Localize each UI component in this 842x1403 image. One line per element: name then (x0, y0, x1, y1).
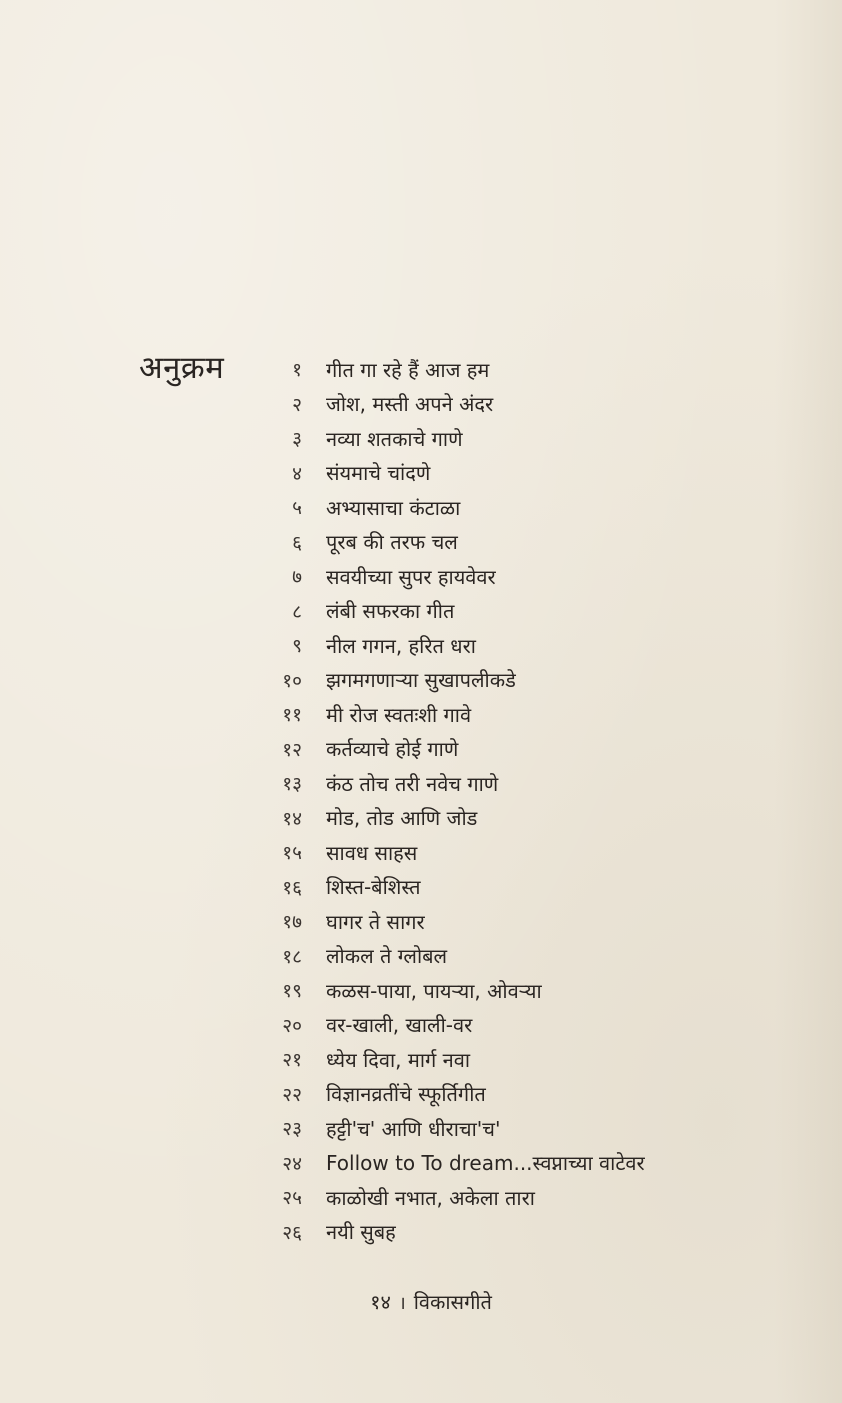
toc-entry (250, 421, 720, 456)
toc-entry-number: २४ (282, 1152, 302, 1175)
toc-entry-number: १८ (282, 945, 302, 968)
toc-entry-number: १६ (282, 876, 302, 899)
toc-entry-number: १९ (282, 980, 302, 1003)
toc-entry-number: २५ (282, 1187, 302, 1210)
toc-entry-title: सावध साहस (326, 840, 418, 865)
toc-entry-number: ७ (292, 566, 302, 589)
toc-entry (250, 628, 720, 663)
toc-entry-title: झगमगणाऱ्या सुखापलीकडे (326, 668, 516, 693)
toc-entry-title: वर-खाली, खाली-वर (326, 1013, 473, 1038)
toc-entry (250, 939, 720, 974)
toc-entry (250, 697, 720, 732)
toc-entry (250, 663, 720, 698)
toc-entry-title: नयी सुबह (326, 1220, 396, 1245)
toc-entry (250, 352, 720, 387)
toc-entry-number: २ (292, 393, 302, 416)
toc-entry-number: २६ (282, 1221, 302, 1244)
toc-entry (250, 1077, 720, 1112)
toc-entry (250, 766, 720, 801)
toc-entry-number: ३ (292, 428, 302, 451)
toc-entry-number: ५ (292, 497, 302, 520)
toc-entry-title: शिस्त-बेशिस्त (326, 875, 421, 900)
toc-entry-title: गीत गा रहे हैं आज हम (326, 357, 490, 382)
toc-entry-title: अभ्यासाचा कंटाळा (326, 495, 461, 520)
toc-entry (250, 456, 720, 491)
page-number: १४ (370, 1290, 391, 1314)
toc-entry-number: ४ (292, 462, 302, 485)
table-of-contents (250, 352, 720, 1249)
toc-entry (250, 973, 720, 1008)
page-footer (0, 1288, 842, 1315)
toc-entry (250, 594, 720, 629)
toc-entry-number: १७ (282, 911, 302, 934)
toc-entry (250, 1111, 720, 1146)
toc-entry (250, 904, 720, 939)
contents-heading: अनुक्रम (139, 350, 225, 386)
toc-entry-number: २१ (282, 1049, 302, 1072)
toc-entry-number: ८ (292, 600, 302, 623)
toc-entry-title: जोश, मस्ती अपने अंदर (326, 392, 494, 417)
toc-entry-title: नील गगन, हरित धरा (326, 633, 476, 658)
toc-entry-title: कर्तव्याचे होई गाणे (326, 737, 459, 762)
toc-entry-title: लोकल ते ग्लोबल (326, 944, 448, 969)
toc-entry-number: ११ (282, 704, 302, 727)
toc-entry (250, 490, 720, 525)
toc-entry-title: सवयीच्या सुपर हायवेवर (326, 564, 496, 589)
toc-entry-title: पूरब की तरफ चल (326, 530, 458, 555)
toc-entry-title: मी रोज स्वतःशी गावे (326, 702, 472, 727)
toc-entry-number: १० (282, 669, 302, 692)
toc-entry-number: १४ (282, 807, 302, 830)
toc-entry-number: १ (292, 359, 302, 382)
toc-entry-number: १२ (282, 738, 302, 761)
toc-entry-number: ९ (292, 635, 302, 658)
toc-entry-number: २० (282, 1014, 302, 1037)
toc-entry (250, 732, 720, 767)
toc-entry-title: घागर ते सागर (326, 909, 425, 934)
toc-entry-number: २३ (282, 1118, 302, 1141)
book-title: विकासगीते (413, 1290, 492, 1314)
toc-entry (250, 1215, 720, 1250)
toc-entry-number: ६ (292, 531, 302, 554)
toc-entry (250, 1042, 720, 1077)
toc-entry-title: विज्ञानव्रतींचे स्फूर्तिगीत (326, 1082, 486, 1107)
toc-entry-number: २२ (282, 1083, 302, 1106)
toc-entry-title: लंबी सफरका गीत (326, 599, 455, 624)
toc-entry (250, 835, 720, 870)
toc-entry-title: काळोखी नभात, अकेला तारा (326, 1185, 535, 1210)
toc-entry (250, 1146, 720, 1181)
toc-entry (250, 870, 720, 905)
toc-entry-number: १५ (282, 842, 302, 865)
toc-entry-title: नव्या शतकाचे गाणे (326, 426, 463, 451)
toc-entry-title: कळस-पाया, पायऱ्या, ओवऱ्या (326, 978, 542, 1003)
toc-entry-title: संयमाचे चांदणे (326, 461, 431, 486)
toc-entry-title: कंठ तोच तरी नवेच गाणे (326, 771, 499, 796)
toc-entry (250, 387, 720, 422)
toc-entry-title: हट्टी'च' आणि धीराचा'च' (326, 1116, 501, 1141)
toc-entry-title: ध्येय दिवा, मार्ग नवा (326, 1047, 471, 1072)
toc-entry (250, 525, 720, 560)
toc-entry (250, 559, 720, 594)
toc-entry-title: मोड, तोड आणि जोड (326, 806, 478, 831)
footer-separator: । (398, 1293, 406, 1314)
toc-entry-number: १३ (282, 773, 302, 796)
toc-entry-title: Follow to To dream...स्वप्नाच्या वाटेवर (326, 1151, 645, 1176)
toc-entry (250, 1008, 720, 1043)
toc-entry (250, 801, 720, 836)
toc-entry (250, 1180, 720, 1215)
